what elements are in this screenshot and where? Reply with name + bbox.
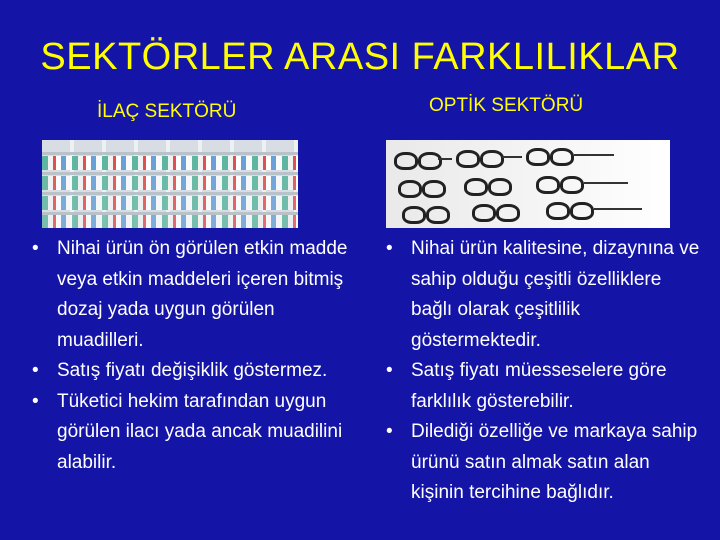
bullet-marker: • — [32, 238, 39, 259]
list-item — [30, 356, 350, 387]
list-item — [384, 356, 706, 417]
bullet-text: Tüketici hekim tarafından uygun görülen ilacı yada ancak muadilini alabilir. — [57, 390, 343, 473]
bullet-text: Nihai ürün kalitesine, dizaynına ve sahip olduğu çeşitli özelliklere bağlı olarak çeşitlilik göstermektedir. — [411, 238, 700, 351]
list-item — [30, 387, 350, 479]
bullet-text: Satış fiyatı değişiklik göstermez. — [57, 360, 328, 381]
left-bullet-list — [30, 234, 350, 478]
pharmacy-shelves-image — [42, 140, 298, 228]
right-heading: OPTİK SEKTÖRÜ — [429, 95, 584, 116]
right-bullet-list — [384, 234, 706, 509]
list-item — [384, 417, 706, 509]
bullet-marker: • — [386, 360, 393, 381]
bullet-text: Nihai ürün ön görülen etkin madde veya etkin maddeleri içeren bitmiş dozaj yada uygun görülen muadilleri. — [57, 238, 348, 351]
bullet-marker: • — [386, 238, 393, 259]
list-item — [384, 234, 706, 356]
page-title: SEKTÖRLER ARASI FARKLILIKLAR — [40, 36, 680, 78]
bullet-marker: • — [386, 421, 393, 442]
bullet-text: Satış fiyatı müesseselere göre farklılık gösterebilir. — [411, 360, 667, 412]
bullet-text: Dilediği özelliğe ve markaya sahip ürünü satın almak satın alan kişinin tercihine bağlıdır. — [411, 421, 698, 503]
bullet-marker: • — [32, 360, 39, 381]
left-heading: İLAÇ SEKTÖRÜ — [97, 101, 237, 122]
list-item — [30, 234, 350, 356]
eyeglasses-display-image — [386, 140, 670, 228]
bullet-marker: • — [32, 390, 39, 412]
